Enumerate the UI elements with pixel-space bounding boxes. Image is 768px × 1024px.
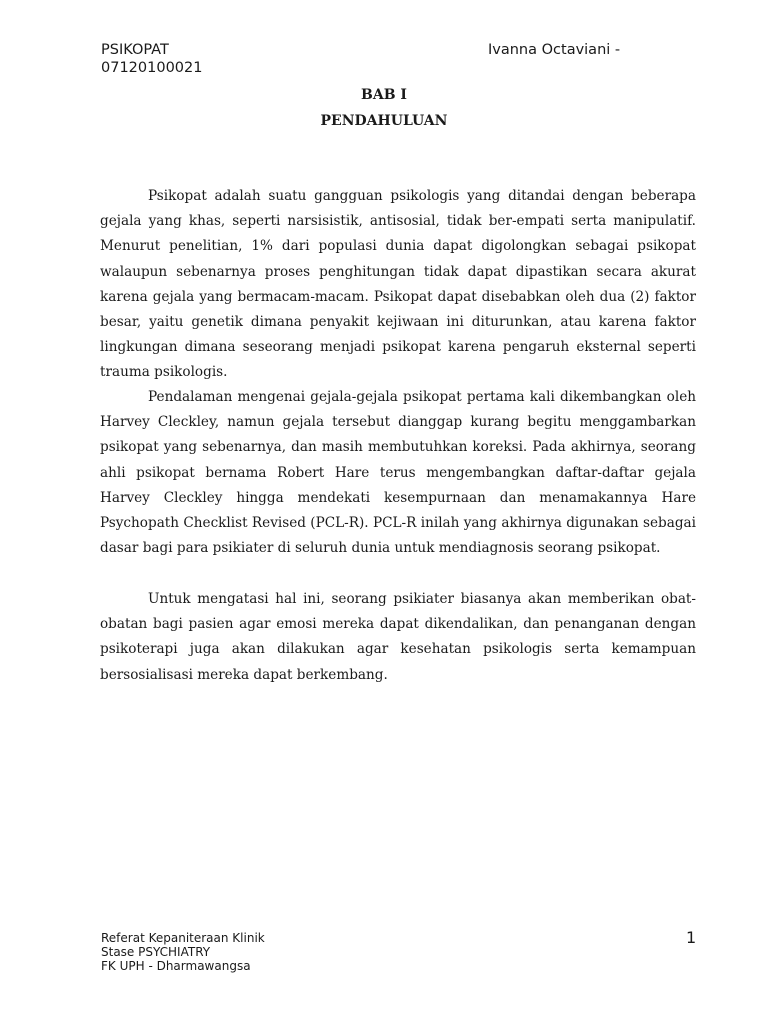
header-student-id: 07120100021 — [101, 60, 203, 76]
paragraph-text: Psikopat adalah suatu gangguan psikologis yang ditandai dengan beberapa gejala yang khas, seperti narsisistik, antisosial, tidak ber-empati serta manipulatif. Menurut penelitian, 1% dari populasi dunia dapat digolongkan sebagai psikopat walaupun sebenarnya proses penghitungan tidak dapat dipastikan secara akurat karena gejala yang bermacam-macam. Psikopat dapat disebabkan oleh dua (2) faktor besar, yaitu genetik dimana penyakit kejiwaan ini diturunkan, atau karena faktor lingkungan dimana seseorang menjadi psikopat karena pengaruh eksternal seperti trauma psikologis. — [100, 188, 696, 381]
page-number: 1 — [686, 928, 697, 947]
footer-line-3: FK UPH - Dharmawangsa — [101, 959, 251, 973]
paragraph-text: Pendalaman mengenai gejala-gejala psikopat pertama kali dikembangkan oleh Harvey Cleckley, namun gejala tersebut dianggap kurang begitu menggambarkan psikopat yang sebenarnya, dan masih membutuhkan koreksi. Pada akhirnya, seorang ahli psikopat bernama Robert Hare terus mengembangkan daftar-daftar gejala Harvey Cleckley hingga mendekati kesempurnaan dan menamakannya Hare Psychopath Checklist Revised (PCL-R). PCL-R inilah yang akhirnya digunakan sebagai dasar bagi para psikiater di seluruh dunia untuk mendiagnosis seorang psikopat. — [100, 389, 696, 557]
chapter-heading: PENDAHULUAN — [320, 113, 448, 129]
chapter-label: BAB I — [361, 87, 407, 103]
paragraph-text: Untuk mengatasi hal ini, seorang psikiater biasanya akan memberikan obat-obatan bagi pasien agar emosi mereka dapat dikendalikan, dan penanganan dengan psikoterapi juga akan dilakukan agar kesehatan psikologis serta kemampuan bersosialisasi mereka dapat berkembang. — [100, 591, 696, 683]
header-title: PSIKOPAT — [101, 42, 169, 58]
header-author: Ivanna Octaviani - — [488, 42, 621, 58]
paragraph-2 — [100, 385, 696, 561]
paragraph-3 — [100, 587, 696, 688]
paragraph-1 — [100, 184, 696, 386]
page-footer — [101, 931, 265, 973]
footer-line-2: Stase PSYCHIATRY — [101, 945, 211, 959]
footer-line-1: Referat Kepaniteraan Klinik — [101, 931, 265, 945]
